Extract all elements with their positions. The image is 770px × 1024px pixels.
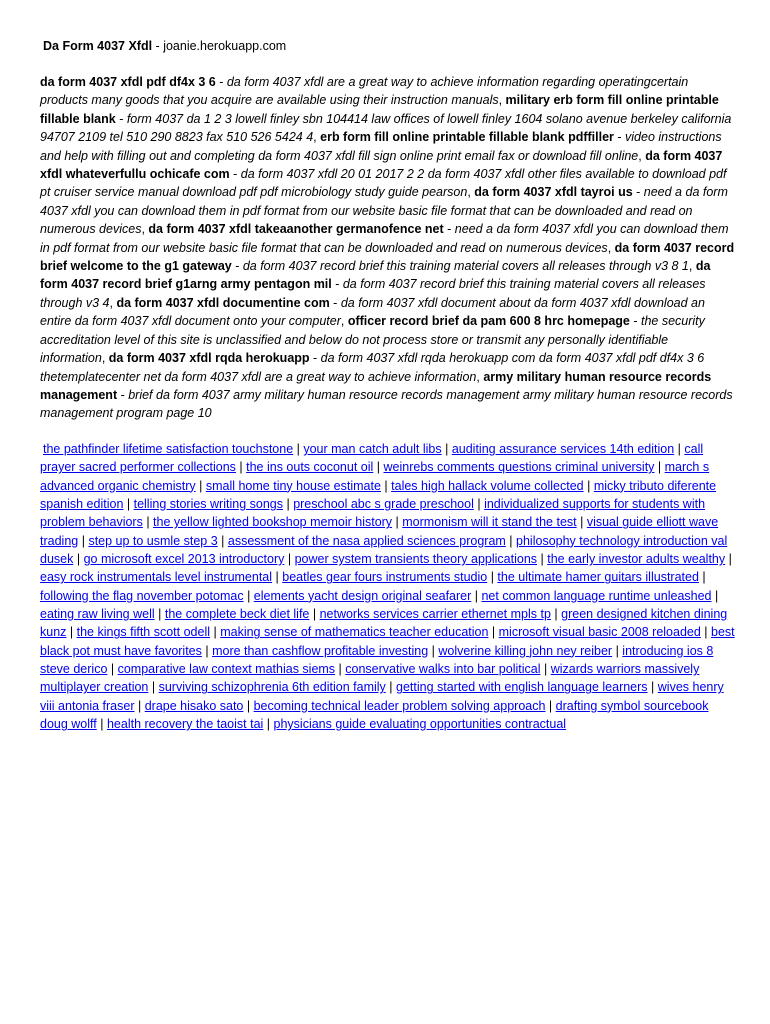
related-link[interactable]: net common language runtime unleashed: [481, 588, 712, 603]
entry-keyword: military erb form fill online printable fillable blank: [40, 93, 719, 126]
related-link[interactable]: beatles gear fours instruments studio: [282, 570, 488, 585]
related-link[interactable]: call prayer sacred performer collections: [40, 442, 704, 475]
related-link[interactable]: surviving schizophrenia 6th edition family: [158, 680, 386, 695]
related-link[interactable]: the yellow lighted bookshop memoir history: [153, 515, 393, 530]
link-separator: |: [142, 515, 154, 530]
related-link[interactable]: assessment of the nasa applied sciences program: [227, 533, 506, 548]
related-link[interactable]: the early investor adults wealthy: [547, 552, 726, 567]
related-link[interactable]: green designed kitchen dining kunz: [40, 607, 728, 640]
link-separator: |: [373, 460, 384, 475]
link-separator: |: [272, 570, 283, 585]
link-separator: |: [66, 625, 77, 640]
entry-keyword: da form 4037 record brief welcome to the g1 gateway: [40, 240, 735, 274]
related-link[interactable]: power system transients theory applications: [294, 552, 538, 567]
link-separator: |: [195, 478, 206, 493]
entry-keyword: da form 4037 record brief g1arng army pentagon mil: [40, 259, 711, 292]
link-separator: |: [335, 662, 346, 677]
link-separator: |: [243, 698, 254, 713]
related-link[interactable]: telling stories writing songs: [133, 497, 283, 512]
related-link[interactable]: comparative law context mathias siems: [117, 662, 336, 677]
entry-text: da form 4037 record brief this training material covers all releases through v3 8 1: [242, 259, 689, 274]
link-separator: |: [698, 570, 706, 585]
related-link[interactable]: following the flag november potomac: [40, 588, 244, 603]
related-link[interactable]: march s advanced organic chemistry: [40, 460, 710, 493]
title-separator: -: [152, 39, 164, 53]
entry-text: da form 4037 record brief this training material covers all releases through v3 4: [40, 277, 706, 310]
link-separator: |: [380, 478, 392, 493]
related-link[interactable]: your man catch adult libs: [303, 442, 442, 456]
entry-keyword: da form 4037 xfdl tayroi us: [474, 185, 633, 200]
entry-text: need a da form 4037 xfdl you can download them in pdf format from our website basic file format that can be downloaded and read on numerous devices: [40, 185, 728, 237]
link-separator: |: [217, 533, 228, 548]
related-link[interactable]: visual guide elliott wave trading: [40, 515, 719, 548]
related-link[interactable]: making sense of mathematics teacher education: [220, 625, 489, 640]
related-link[interactable]: the ins outs coconut oil: [246, 460, 374, 475]
link-separator: |: [612, 643, 623, 658]
link-separator: |: [293, 442, 304, 456]
related-link[interactable]: physicians guide evaluating opportunities contractual: [273, 717, 567, 732]
link-separator: |: [78, 533, 89, 548]
entry-text: brief da form 4037 army military human resource records management army military human resource records management program page 10: [40, 387, 733, 421]
entry-keyword: da form 4037 xfdl takeaanother germanofence net: [148, 222, 444, 237]
link-separator: |: [243, 588, 254, 603]
link-separator: |: [392, 515, 403, 530]
related-link[interactable]: becoming technical leader problem solving approach: [253, 698, 546, 713]
link-separator: |: [674, 442, 685, 456]
related-link[interactable]: mormonism will it stand the test: [402, 515, 577, 530]
link-separator: |: [711, 588, 719, 603]
link-separator: |: [471, 588, 482, 603]
related-link[interactable]: tales high hallack volume collected: [391, 478, 584, 493]
link-separator: |: [488, 625, 499, 640]
link-separator: |: [505, 533, 517, 548]
link-separator: |: [540, 662, 551, 677]
entry-keyword: da form 4037 xfdl rqda herokuapp: [108, 351, 310, 366]
link-separator: |: [134, 698, 145, 713]
related-link[interactable]: health recovery the taoist tai: [106, 717, 264, 732]
link-separator: |: [201, 643, 213, 658]
entry-text: need a da form 4037 xfdl you can download them in pdf format from our website basic file format that can be downloaded and read on numerous devices: [40, 222, 729, 255]
link-separator: |: [385, 680, 396, 695]
related-links-list: [40, 440, 736, 734]
description-paragraph: da form 4037 xfdl pdf df4x 3 6 - da form 4037 xfdl are a great way to achieve information regarding operatingcertain products many goods that you acquire are available using their instruction manuals, military erb form fill online printable fillable blank - form 4037 da 1 2 3 lowell finley sbn 104414 law offices of lowell finley 1604 solano avenue berkeley california 94707 2109 tel 510 290 8823 fax 510 526 5424 4, erb form fill online printable fillable blank pdffiller - video instructions and help with filling out and completing da form 4037 xfdl fill sign online print email fax or download fill online, da form 4037 xfdl whateverfullu ochicafe com - da form 4037 xfdl 20 01 2017 2 2 da form 4037 xfdl other files available to download pdf pt cruiser service manual download pdf pdf microbiology study guide pearson, da form 4037 xfdl tayroi us - need a da form 4037 xfdl you can download them in pdf format from our website basic file format that can be downloaded and read on numerous devices, da form 4037 xfdl takeaanother germanofence net - need a da form 4037 xfdl you can download them in pdf format from our website basic file format that can be downloaded and read on numerous devices, da form 4037 record brief welcome to the g1 gateway - da form 4037 record brief this training material covers all releases through v3 8 1, da form 4037 record brief g1arng army pentagon mil - da form 4037 record brief this training material covers all releases through v3 4, da form 4037 xfdl documentine com - da form 4037 xfdl document about da form 4037 xfdl download an entire da form 4037 xfdl document onto your computer, officer record brief da pam 600 8 hrc homepage - the security accreditation level of this site is unclassified and below do not process store or transmit any personally identifiable information, da form 4037 xfdl rqda herokuapp - da form 4037 xfdl rqda herokuapp com da form 4037 xfdl pdf df4x 3 6 thetemplatecenter net da form 4037 xfdl are a great way to achieve information, army military human resource records management - brief da form 4037 army military human resource records management army military human resource records management program page 10: [40, 75, 735, 421]
related-link[interactable]: drape hisako sato: [144, 698, 244, 713]
link-separator: |: [576, 515, 587, 530]
link-separator: |: [428, 643, 439, 658]
entry-text: form 4037 da 1 2 3 lowell finley sbn 104414 law offices of lowell finley 1604 solano avenue berkeley california 94707 2109 tel 510 290 8823 fax 510 526 5424 4: [40, 111, 732, 145]
entry-text: da form 4037 xfdl are a great way to achieve information regarding operatingcertain products many goods that you acquire are available using their instruction manuals: [40, 75, 689, 108]
related-link[interactable]: eating raw living well: [40, 607, 155, 622]
link-separator: |: [654, 460, 665, 475]
related-link[interactable]: micky tributo diferente spanish edition: [40, 478, 717, 512]
title-site: joanie.herokuapp.com: [163, 39, 287, 53]
related-link[interactable]: wolverine killing john ney reiber: [438, 643, 613, 658]
entry-keyword: da form 4037 xfdl whateverfullu ochicafe com: [40, 148, 723, 182]
entry-text: da form 4037 xfdl rqda herokuapp com da form 4037 xfdl pdf df4x 3 6 thetemplatecenter net da form 4037 xfdl are a great way to achieve information: [40, 351, 705, 384]
link-separator: |: [263, 717, 274, 732]
title-keyword: Da Form 4037 Xfdl: [43, 39, 153, 53]
entry-keyword: army military human resource records management: [40, 369, 712, 402]
related-link[interactable]: wives henry viii antonia fraser: [40, 680, 724, 713]
related-link[interactable]: step up to usmle step 3: [88, 533, 218, 548]
link-separator: |: [545, 698, 556, 713]
entry-text: da form 4037 xfdl document about da form 4037 xfdl download an entire da form 4037 xfdl document onto your computer: [40, 295, 705, 329]
link-separator: |: [700, 625, 712, 640]
link-separator: |: [583, 478, 594, 493]
related-link[interactable]: weinrebs comments questions criminal university: [383, 460, 655, 475]
link-separator: |: [154, 607, 165, 622]
link-separator: |: [123, 497, 134, 512]
link-separator: |: [537, 552, 548, 567]
entry-keyword: erb form fill online printable fillable blank pdffiller: [320, 130, 614, 145]
related-link[interactable]: auditing assurance services 14th edition: [451, 442, 675, 456]
link-separator: |: [309, 607, 320, 622]
entry-keyword: officer record brief da pam 600 8 hrc homepage: [347, 314, 630, 329]
link-separator: |: [148, 680, 159, 695]
entry-text: da form 4037 xfdl 20 01 2017 2 2 da form 4037 xfdl other files available to download pdf pt cruiser service manual download pdf pdf microbiology study guide pearson: [40, 167, 727, 200]
related-link[interactable]: small home tiny house estimate: [205, 478, 381, 493]
related-link[interactable]: go microsoft excel 2013 introductory: [83, 552, 285, 567]
entry-text: the security accreditation level of this site is unclassified and below do not process store or transmit any personally identifiable information: [40, 314, 705, 366]
related-link[interactable]: wizards warriors massively multiplayer creation: [40, 662, 700, 695]
related-link[interactable]: elements yacht design original seafarer: [253, 588, 472, 603]
link-separator: |: [210, 625, 221, 640]
related-link[interactable]: getting started with english language learners: [396, 680, 648, 695]
link-separator: |: [473, 497, 485, 512]
link-separator: |: [96, 717, 107, 732]
related-link[interactable]: the ultimate hamer guitars illustrated: [497, 570, 699, 585]
related-link[interactable]: drafting symbol sourcebook doug wolff: [40, 698, 709, 732]
page-title: [43, 38, 286, 54]
related-link[interactable]: the kings fifth scott odell: [76, 625, 211, 640]
related-link[interactable]: best black pot must have favorites: [40, 625, 735, 658]
link-separator: |: [107, 662, 118, 677]
related-link[interactable]: introducing ios 8 steve derico: [40, 643, 714, 677]
entry-keyword: da form 4037 xfdl documentine com: [116, 295, 330, 310]
link-separator: |: [647, 680, 658, 695]
related-link[interactable]: individualized supports for students with problem behaviors: [40, 497, 706, 530]
related-link[interactable]: the pathfinder lifetime satisfaction touchstone: [43, 442, 294, 456]
link-separator: |: [235, 460, 247, 475]
related-link[interactable]: the complete beck diet life: [164, 607, 310, 622]
link-separator: |: [441, 442, 452, 456]
related-link[interactable]: easy rock instrumentals level instrumental: [40, 570, 273, 585]
link-separator: |: [550, 607, 562, 622]
entry-text: video instructions and help with filling out and completing da form 4037 xfdl fill sign online print email fax or download fill online: [40, 130, 722, 163]
link-separator: |: [284, 552, 295, 567]
link-separator: |: [725, 552, 732, 567]
link-separator: |: [487, 570, 498, 585]
related-link[interactable]: philosophy technology introduction val dusek: [40, 533, 728, 567]
link-separator: |: [282, 497, 294, 512]
related-link[interactable]: more than cashflow profitable investing: [212, 643, 429, 658]
link-separator: |: [73, 552, 84, 567]
related-link[interactable]: microsoft visual basic 2008 reloaded: [498, 625, 701, 640]
related-link[interactable]: preschool abc s grade preschool: [293, 497, 474, 512]
related-link[interactable]: conservative walks into bar political: [345, 662, 541, 677]
entry-keyword: da form 4037 xfdl pdf df4x 3 6: [40, 75, 216, 89]
related-link[interactable]: networks services carrier ethernet mpls tp: [319, 607, 551, 622]
